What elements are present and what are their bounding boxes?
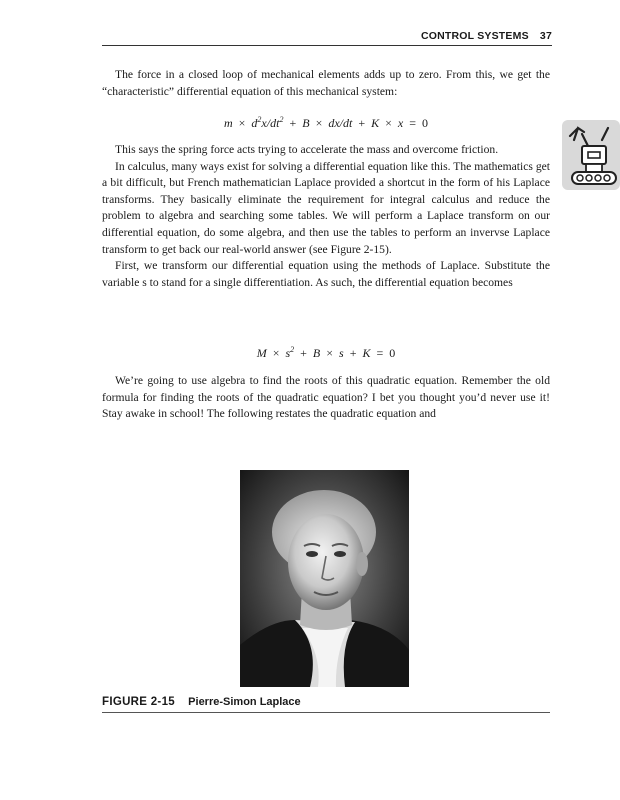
robot-margin-icon (558, 116, 620, 192)
body-paragraph-block-2 (102, 142, 550, 291)
figure-caption (102, 696, 550, 708)
running-head (102, 30, 552, 42)
laplace-portrait-image (240, 470, 409, 687)
paragraph-laplace-intro: In calculus, many ways exist for solving a differential equation like this. The mathematics get a bit difficult, but French mathematician Laplace provided a shortcut in the form of his Laplace transforms. They basically eliminate the requirement for integral calculus and reduce the problem to algebra and searching some tables. We will perform a Laplace transform on our differential equation, do some algebra, and then use the tables to perform an invervse Laplace transform to get back our real-world answer (see Figure 2-15). (102, 159, 550, 256)
equation-laplace: $M \times s^2 + B \times s + K = 0$ (256, 345, 396, 360)
paragraph-transform: First, we transform our differential equation using the methods of Laplace. Substitute the variable s to stand for a single differentiation. As such, the differential equation becomes (102, 259, 550, 289)
paragraph-quadratic: We’re going to use algebra to find the roots of this quadratic equation. Remember the old formula for finding the roots of the quadratic equation? I bet you thought you’d never use it! Stay awake in school! The following restates the quadratic equation and (102, 374, 550, 421)
paragraph-spring-force: This says the spring force acts trying to accelerate the mass and overcome friction. (115, 143, 499, 156)
body-paragraph-block-1 (102, 67, 550, 100)
figure-number: FIGURE 2-15 (102, 696, 175, 708)
page-number: 37 (539, 30, 552, 42)
equation-characteristic: $m \times d^2x/dt^2 + B \times dx/dt + K \times x = 0$ (223, 115, 429, 130)
section-title: CONTROL SYSTEMS (420, 30, 529, 42)
header-divider (102, 45, 552, 46)
figure-title: Pierre-Simon Laplace (188, 696, 301, 708)
caption-divider (102, 712, 550, 713)
paragraph-intro: The force in a closed loop of mechanical elements adds up to zero. From this, we get the “characteristic” differential equation of this mechanical system: (102, 68, 550, 98)
body-paragraph-block-3 (102, 373, 550, 423)
